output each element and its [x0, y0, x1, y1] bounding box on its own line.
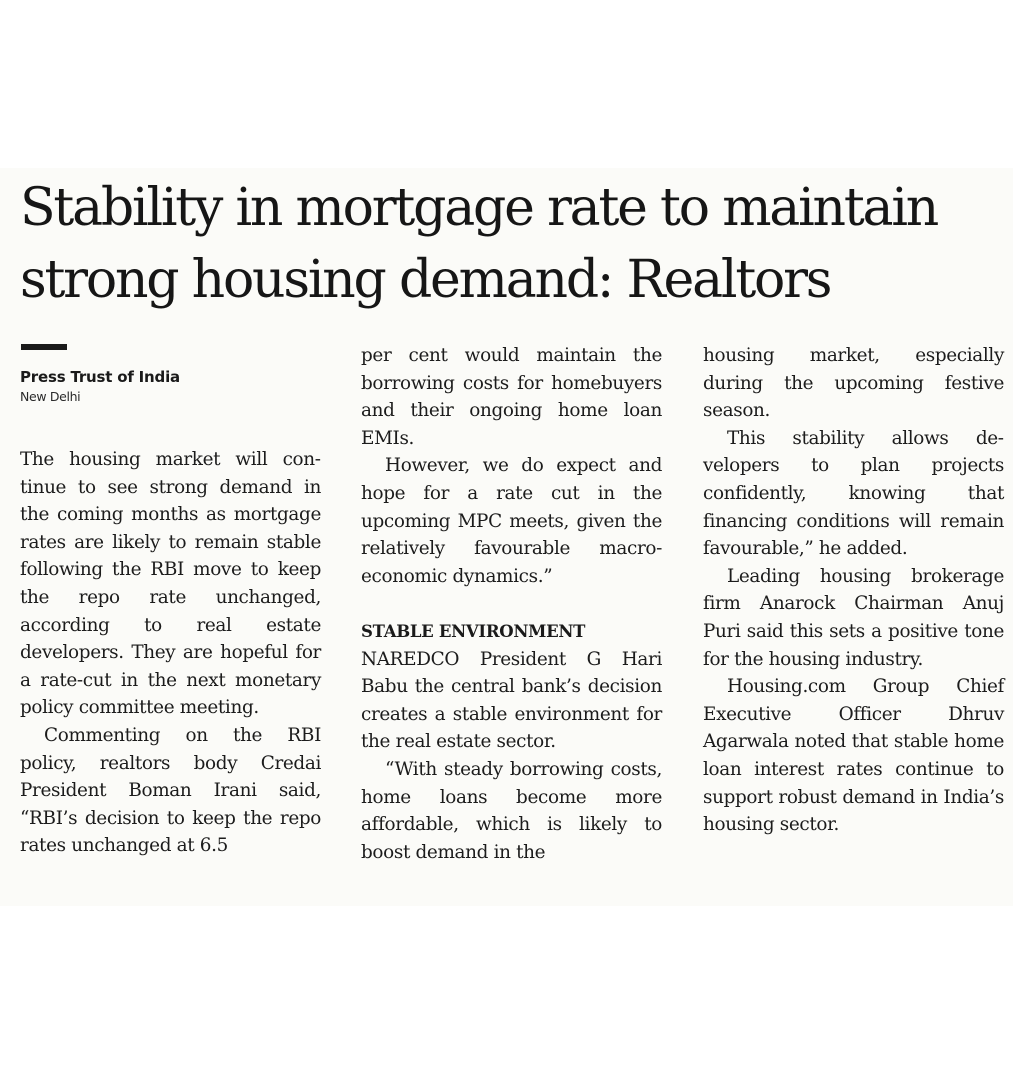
headline [20, 172, 1000, 316]
newspaper-clipping [0, 168, 1013, 906]
paragraph-2-continued: per cent would maintain the borrowing costs for homebuyers and their ongoing home loan EMIs. [361, 345, 662, 449]
paragraph-1: The housing market will continue to see strong demand in the coming months as mortgage rates are likely to remain stable following the RBI move to keep the repo rate unchanged, according to real estate developers. They are hopeful for a rate-cut in the next monetary policy committee meeting. [20, 449, 321, 719]
column-2 [361, 342, 662, 866]
column-1 [20, 342, 321, 860]
paragraph-8: Housing.com Group Chief Executive Officer Dhruv Agarwala noted that stable home loan interest rates continue to support robust demand in India’s housing sector. [703, 676, 1004, 836]
byline-agency: Press Trust of India [20, 368, 180, 386]
paragraph-4: NAREDCO President G Hari Babu the central bank’s decision creates a stable environment for the real estate sector. [361, 648, 662, 753]
paragraph-2: Commenting on the RBI policy, realtors body Credai President Boman Irani said, “RBI’s decision to keep the repo rates unchanged at 6.5 [20, 724, 321, 857]
headline-line-2: strong housing demand: Realtors [20, 250, 831, 310]
byline-dateline: New Delhi [20, 389, 81, 404]
headline-line-1: Stability in mortgage rate to maintain [20, 178, 938, 238]
paragraph-6: This stability allows developers to plan projects confidently, knowing that financing conditions will remain favourable,” he added. [703, 427, 1004, 560]
paragraph-7: Leading housing brokerage firm Anarock Chairman Anuj Puri said this sets a positive tone for the housing industry. [703, 565, 1004, 670]
byline-rule [21, 344, 67, 350]
paragraph-3: However, we do expect and hope for a rate cut in the upcoming MPC meets, given the relatively favourable macro-economic dynamics.” [361, 455, 662, 587]
column-3 [703, 342, 1004, 839]
paragraph-5: “With steady borrowing costs, home loans become more affordable, which is likely to boost demand in the [361, 758, 662, 863]
paragraph-5-continued: housing market, especially during the upcoming festive season. [703, 345, 1004, 422]
subheading: STABLE ENVIRONMENT [361, 621, 586, 641]
